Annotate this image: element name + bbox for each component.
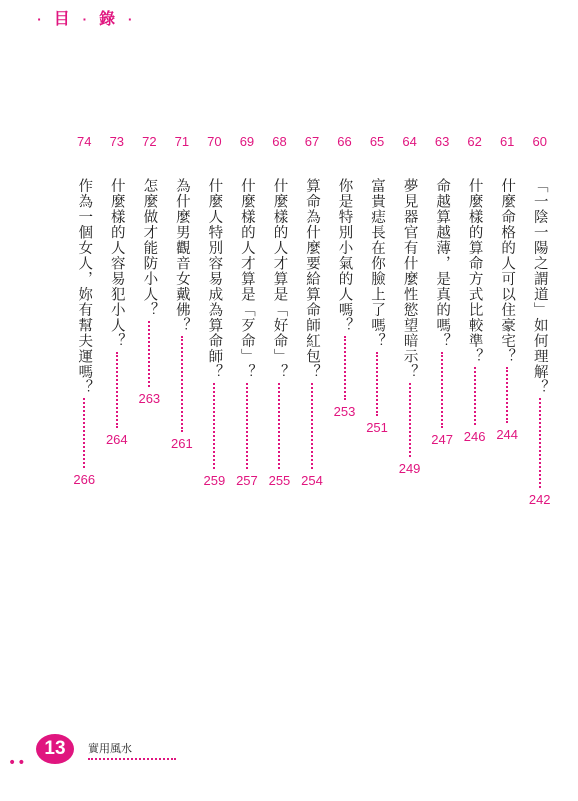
entry-title: 什麼樣的人才算是「好命」？ bbox=[271, 178, 288, 380]
leader-dots bbox=[278, 383, 280, 469]
entry-title: 為什麼男觀音女戴佛？ bbox=[173, 178, 190, 333]
toc-entry[interactable] bbox=[101, 132, 134, 512]
entry-title: 什麼樣的算命方式比較準？ bbox=[466, 178, 483, 364]
entry-page-number: 255 bbox=[268, 472, 291, 488]
entry-title: 「一陰一陽之謂道」如何理解？ bbox=[531, 178, 548, 395]
entry-number: 60 bbox=[532, 134, 547, 149]
entry-page-number: 246 bbox=[463, 429, 486, 444]
leader-dots bbox=[539, 398, 541, 488]
entry-title: 什麼樣的人才算是「歹命」？ bbox=[238, 178, 255, 380]
header-dot: · bbox=[82, 13, 89, 26]
entry-title: 夢見器官有什麼性慾望暗示？ bbox=[401, 178, 418, 380]
leader-dots bbox=[441, 352, 443, 428]
entry-title: 什麼人特別容易成為算命師？ bbox=[206, 178, 223, 380]
entry-number: 71 bbox=[174, 134, 190, 149]
toc-entry[interactable] bbox=[393, 132, 426, 512]
header-dot: · bbox=[37, 13, 44, 26]
toc-header bbox=[34, 6, 137, 29]
entry-page-number: 254 bbox=[301, 472, 323, 488]
entry-page-number: 266 bbox=[73, 472, 96, 487]
entry-number: 69 bbox=[239, 134, 255, 149]
entry-number: 65 bbox=[369, 134, 385, 149]
toc-entry[interactable] bbox=[296, 132, 329, 512]
table-of-contents bbox=[68, 132, 556, 512]
entry-page-number: 264 bbox=[105, 431, 128, 447]
leader-dots bbox=[376, 352, 378, 416]
entry-number: 70 bbox=[207, 134, 222, 149]
leader-dots bbox=[181, 336, 183, 432]
entry-page-number: 251 bbox=[366, 419, 388, 435]
entry-title: 你是特別小氣的人嗎？ bbox=[336, 178, 353, 333]
toc-entry[interactable] bbox=[231, 132, 264, 512]
entry-title: 富貴痣長在你臉上了嗎？ bbox=[369, 178, 386, 349]
entry-number: 72 bbox=[142, 134, 157, 149]
leader-dots bbox=[409, 383, 411, 457]
header-dot: · bbox=[127, 13, 134, 26]
footer-dotted-rule bbox=[88, 758, 176, 760]
footer-dots: •• bbox=[8, 755, 27, 771]
book-title: 實用風水 bbox=[88, 742, 132, 755]
toc-entry[interactable] bbox=[328, 132, 361, 512]
page-footer bbox=[8, 734, 208, 770]
leader-dots bbox=[116, 352, 118, 428]
leader-dots bbox=[213, 383, 215, 469]
entry-title: 怎麼做才能防小人？ bbox=[141, 178, 158, 318]
header-title-2: 錄 bbox=[99, 9, 118, 28]
leader-dots bbox=[344, 336, 346, 400]
entry-page-number: 263 bbox=[138, 390, 161, 406]
entry-page-number: 257 bbox=[236, 472, 258, 488]
toc-entry[interactable] bbox=[426, 132, 459, 512]
toc-entry[interactable] bbox=[523, 132, 556, 512]
entry-page-number: 247 bbox=[431, 431, 453, 447]
entry-title: 算命為什麼要給算命師紅包？ bbox=[303, 178, 320, 380]
leader-dots bbox=[311, 383, 313, 469]
leader-dots bbox=[246, 383, 248, 469]
toc-entry[interactable] bbox=[491, 132, 524, 512]
toc-entry[interactable] bbox=[361, 132, 394, 512]
leader-dots bbox=[474, 367, 476, 425]
entry-page-number: 249 bbox=[398, 460, 421, 476]
entry-number: 73 bbox=[109, 134, 125, 149]
page-number-badge: 13 bbox=[36, 734, 74, 764]
entry-number: 62 bbox=[467, 134, 482, 149]
entry-title: 作為一個女人，妳有幫夫運嗎？ bbox=[76, 178, 93, 395]
entry-number: 74 bbox=[77, 134, 92, 149]
header-title-1: 目 bbox=[53, 9, 72, 28]
entry-title: 命越算越薄，是真的嗎？ bbox=[434, 178, 451, 349]
entry-page-number: 261 bbox=[171, 436, 193, 451]
leader-dots bbox=[148, 321, 150, 387]
leader-dots bbox=[506, 367, 508, 423]
entry-number: 61 bbox=[499, 134, 515, 149]
toc-entry[interactable] bbox=[166, 132, 199, 512]
leader-dots bbox=[83, 398, 85, 468]
entry-number: 66 bbox=[337, 134, 352, 149]
entry-page-number: 242 bbox=[528, 492, 551, 507]
entry-number: 68 bbox=[272, 134, 287, 149]
entry-page-number: 259 bbox=[203, 472, 226, 488]
toc-entry[interactable] bbox=[458, 132, 491, 512]
entry-number: 67 bbox=[304, 134, 320, 149]
entry-number: 64 bbox=[402, 134, 417, 149]
entry-number: 63 bbox=[434, 134, 450, 149]
toc-entry[interactable] bbox=[198, 132, 231, 512]
entry-title: 什麼樣的人容易犯小人？ bbox=[108, 178, 125, 349]
entry-page-number: 253 bbox=[333, 404, 356, 419]
toc-entry[interactable] bbox=[263, 132, 296, 512]
toc-entry[interactable] bbox=[133, 132, 166, 512]
entry-page-number: 244 bbox=[496, 427, 519, 442]
toc-entry[interactable] bbox=[68, 132, 101, 512]
entry-title: 什麼命格的人可以住豪宅？ bbox=[499, 178, 516, 364]
